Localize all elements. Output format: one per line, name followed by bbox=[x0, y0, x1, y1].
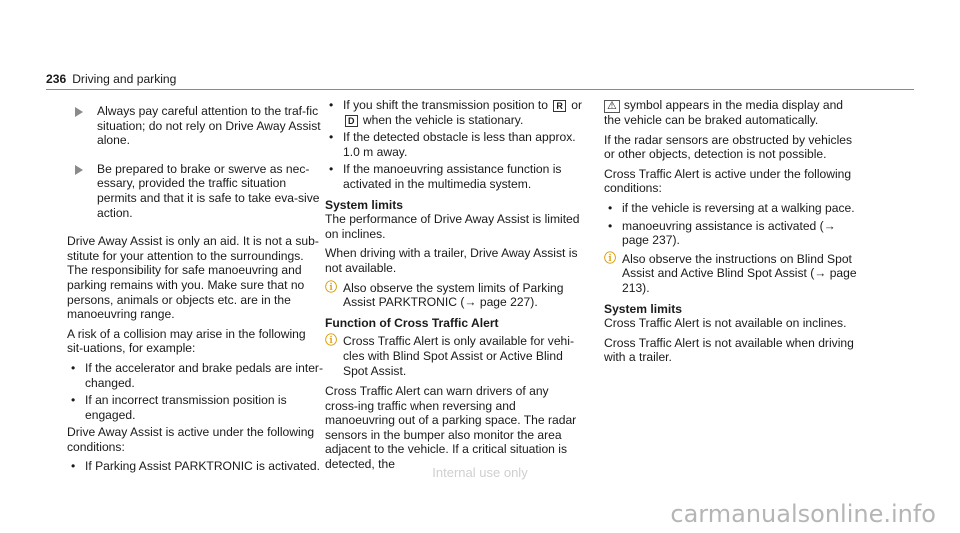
warning-item: Always pay careful attention to the traf-fic situation; do not rely on Drive Away Assist alone. bbox=[67, 104, 325, 148]
bullet-icon: • bbox=[329, 98, 334, 112]
gear-r-icon: R bbox=[553, 100, 566, 112]
paragraph: Cross Traffic Alert is active under the following conditions: bbox=[604, 166, 852, 196]
paragraph: Cross Traffic Alert is not available when driving with a trailer. bbox=[604, 335, 854, 365]
note-item: ⓘ Also observe the instructions on Blind Spot Assist and Active Blind Spot Assist (→ page 213). bbox=[604, 250, 857, 295]
page-header bbox=[46, 72, 914, 87]
bullet-icon: • bbox=[608, 218, 613, 233]
paragraph: Cross Traffic Alert can warn drivers of any cross-ing traffic when reversing and manoeuvring out of a parking space. The radar sensors in the bumper also monitor the area adjacent to the vehicle. If a critical situation is detected, the bbox=[325, 384, 577, 472]
list-item: • If you shift the transmission position to R or D when the vehicle is stationary. bbox=[329, 98, 583, 127]
paragraph: Drive Away Assist is only an aid. It is not a sub-stitute for your attention to the surroundings. The responsibility for safe manoeuvring and parking remains with you. Make sure that no persons, animals or objects etc. are in the manoeuvring range. bbox=[67, 234, 319, 322]
watermark-text: Internal use only bbox=[432, 465, 528, 480]
section-heading: System limits bbox=[604, 301, 682, 316]
page-section-title: Driving and parking bbox=[72, 72, 177, 86]
bullet-icon: • bbox=[71, 360, 76, 375]
paragraph: A risk of a collision may arise in the following sit-uations, for example: bbox=[67, 326, 306, 356]
column-middle bbox=[325, 98, 583, 477]
section-heading: Function of Cross Traffic Alert bbox=[325, 315, 499, 330]
bullet-icon: • bbox=[608, 200, 613, 215]
bullet-icon: • bbox=[329, 130, 334, 145]
bullet-icon: • bbox=[71, 459, 76, 474]
header-divider bbox=[46, 89, 914, 90]
info-icon: ⓘ bbox=[325, 279, 338, 294]
cross-traffic-alert-icon: ⚠ bbox=[604, 100, 620, 113]
site-watermark: carmanualsonline.info bbox=[670, 500, 936, 528]
note-item: ⓘ Cross Traffic Alert is only available for vehi-cles with Blind Spot Assist or Active Blind Spot Assist. bbox=[325, 333, 574, 378]
column-left bbox=[67, 98, 325, 477]
warning-triangle-icon bbox=[75, 107, 83, 117]
column-right bbox=[604, 98, 862, 370]
paragraph: Cross Traffic Alert is not available on inclines. bbox=[604, 316, 847, 331]
bullet-icon: • bbox=[329, 162, 334, 177]
page-number: 236 bbox=[46, 72, 67, 86]
list-item: • if the vehicle is reversing at a walking pace. bbox=[608, 200, 855, 215]
paragraph: When driving with a trailer, Drive Away Assist is not available. bbox=[325, 246, 578, 275]
list-item: • manoeuvring assistance is activated (→ page 237). bbox=[608, 218, 836, 248]
section-heading: System limits bbox=[325, 197, 403, 212]
bullet-icon: • bbox=[71, 393, 76, 408]
gear-d-icon: D bbox=[345, 115, 358, 127]
warning-triangle-icon bbox=[75, 165, 83, 175]
note-item: ⓘ Also observe the system limits of Parking Assist PARKTRONIC (→ page 227). bbox=[325, 279, 564, 310]
list-item: • If Parking Assist PARKTRONIC is activated. bbox=[71, 459, 321, 474]
info-icon: ⓘ bbox=[604, 250, 617, 265]
paragraph: ⚠ symbol appears in the media display and the vehicle can be braked automatically. bbox=[604, 98, 844, 127]
list-item: • If the detected obstacle is less than approx. 1.0 m away. bbox=[329, 130, 576, 159]
list-item: • If the manoeuvring assistance function is activated in the multimedia system. bbox=[329, 162, 562, 191]
warning-item: Be prepared to brake or swerve as nec-essary, provided the traffic situation permits and that it is safe to take eva-sive action. bbox=[67, 162, 325, 220]
paragraph: Drive Away Assist is active under the following conditions: bbox=[67, 425, 315, 454]
list-item: • If the accelerator and brake pedals are inter-changed. bbox=[71, 360, 323, 390]
paragraph: The performance of Drive Away Assist is limited on inclines. bbox=[325, 212, 580, 241]
list-item: • If an incorrect transmission position is engaged. bbox=[71, 393, 287, 422]
paragraph: If the radar sensors are obstructed by vehicles or other objects, detection is not possible. bbox=[604, 132, 853, 162]
info-icon: ⓘ bbox=[325, 333, 338, 348]
